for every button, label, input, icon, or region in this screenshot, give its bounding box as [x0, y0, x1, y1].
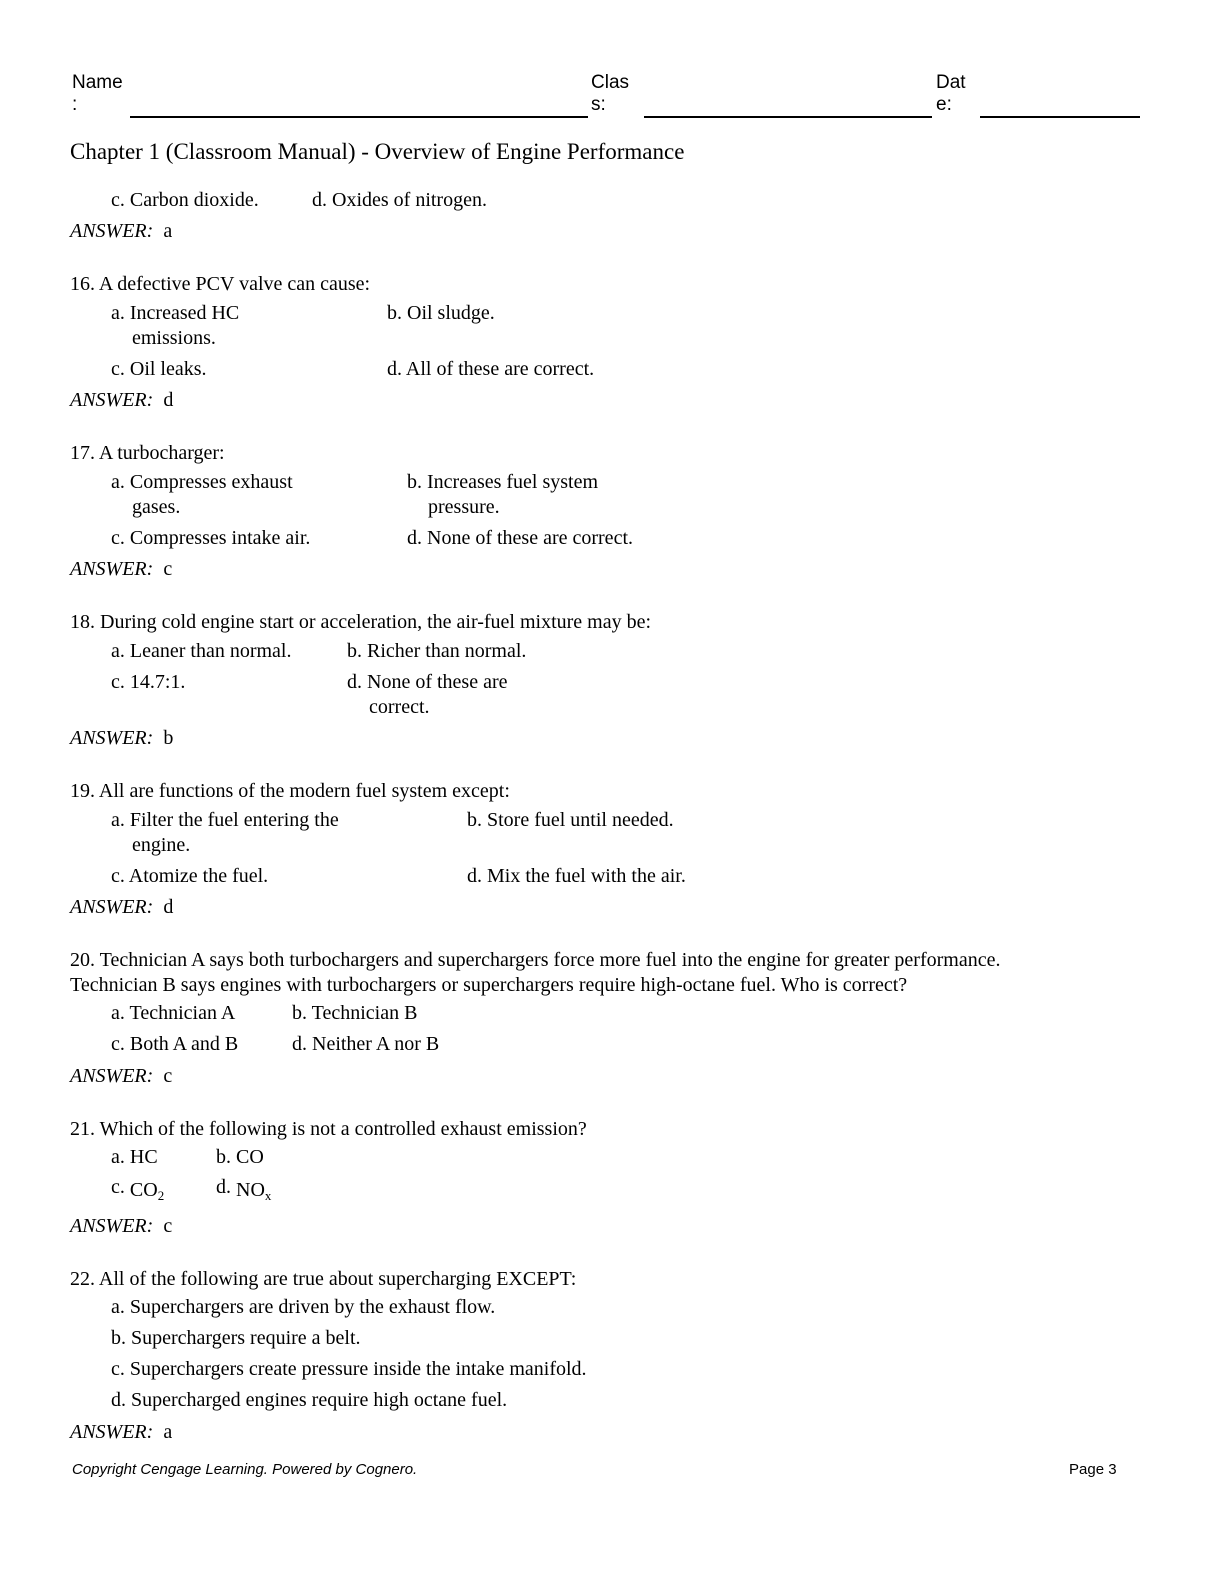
q20-answer-value: c — [163, 1065, 173, 1087]
q15-answer — [70, 219, 172, 244]
q18-option-d — [347, 670, 508, 720]
q17-option-d: d. None of these are correct. — [407, 527, 633, 549]
answer-label: ANSWER: — [70, 1215, 154, 1237]
q17-option-b — [407, 470, 598, 520]
q20-option-a: a. Technician A — [111, 1002, 236, 1024]
q21-option-c-prefix: c. — [111, 1176, 125, 1198]
answer-label: ANSWER: — [70, 1065, 154, 1087]
q22-answer-value: a — [163, 1421, 173, 1443]
name-label-top: Name — [72, 72, 123, 93]
q17-stem: 17. A turbocharger: — [70, 442, 225, 464]
answer-label: ANSWER: — [70, 1421, 154, 1443]
q22-option-c: c. Superchargers create pressure inside the intake manifold. — [111, 1358, 587, 1380]
q22-option-d: d. Supercharged engines require high octane fuel. — [111, 1389, 508, 1411]
q21-option-b: b. CO — [216, 1146, 264, 1168]
q21-answer-value: c — [163, 1215, 173, 1237]
q22-answer — [70, 1420, 172, 1445]
q17-option-b-line1: b. Increases fuel system — [407, 471, 599, 493]
class-field-line[interactable] — [644, 116, 932, 118]
q19-stem: 19. All are functions of the modern fuel system except: — [70, 780, 510, 802]
q19-answer — [70, 895, 173, 920]
q21-stem: 21. Which of the following is not a controlled exhaust emission? — [70, 1118, 587, 1140]
q17-option-a-line1: a. Compresses exhaust — [111, 471, 293, 493]
class-label-bottom: s: — [591, 94, 606, 115]
q16-option-c: c. Oil leaks. — [111, 358, 207, 380]
date-label-bottom: e: — [936, 94, 952, 115]
q19-option-a-line2: engine. — [132, 834, 191, 856]
q22-stem: 22. All of the following are true about supercharging EXCEPT: — [70, 1268, 577, 1290]
answer-label: ANSWER: — [70, 727, 154, 749]
q16-option-b: b. Oil sludge. — [387, 302, 495, 324]
q18-stem: 18. During cold engine start or acceleration, the air-fuel mixture may be: — [70, 611, 652, 633]
date-label-top: Dat — [936, 72, 966, 93]
q20-answer — [70, 1064, 172, 1089]
q21-option-c-formula — [130, 1179, 164, 1201]
q19-option-d: d. Mix the fuel with the air. — [467, 865, 686, 887]
q18-option-d-line1: d. None of these are — [347, 671, 508, 693]
q19-option-a-line1: a. Filter the fuel entering the — [111, 809, 339, 831]
footer-copyright: Copyright Cengage Learning. Powered by Cognero. — [72, 1461, 418, 1478]
q17-option-c: c. Compresses intake air. — [111, 527, 311, 549]
q20-stem — [70, 948, 1000, 998]
q21-answer — [70, 1214, 172, 1239]
q18-answer-value: b — [163, 727, 174, 749]
q19-option-c: c. Atomize the fuel. — [111, 865, 269, 887]
footer-page-number: Page 3 — [1069, 1461, 1117, 1478]
q17-option-a-line2: gases. — [132, 496, 181, 518]
q21-option-d-main: NO — [236, 1179, 265, 1201]
q17-option-b-line2: pressure. — [428, 496, 500, 518]
q18-option-c: c. 14.7:1. — [111, 671, 186, 693]
class-label-top: Clas — [591, 72, 630, 93]
q21-option-c-main: CO — [129, 1179, 158, 1201]
q18-option-b: b. Richer than normal. — [347, 640, 527, 662]
name-label — [72, 72, 123, 116]
q16-answer-value: d — [163, 389, 174, 411]
q19-option-b: b. Store fuel until needed. — [467, 809, 674, 831]
q21-option-d-sub: x — [264, 1188, 272, 1203]
q19-answer-value: d — [163, 896, 174, 918]
q19-option-a — [111, 808, 339, 858]
date-label — [936, 72, 966, 116]
q16-option-a — [111, 301, 239, 351]
q20-stem-line1: 20. Technician A says both turbochargers and superchargers force more fuel into the engine for greater performance. — [70, 949, 1001, 971]
date-field-line[interactable] — [980, 116, 1140, 118]
name-label-bottom: : — [72, 94, 78, 115]
q17-answer — [70, 557, 172, 582]
answer-label: ANSWER: — [70, 220, 154, 242]
q20-option-c: c. Both A and B — [111, 1033, 239, 1055]
q17-option-a — [111, 470, 293, 520]
q20-option-d: d. Neither A nor B — [292, 1033, 440, 1055]
q21-option-d — [216, 1178, 271, 1203]
q15-option-d: d. Oxides of nitrogen. — [312, 189, 487, 211]
q21-option-c — [111, 1178, 164, 1203]
q15-answer-value: a — [163, 220, 173, 242]
answer-label: ANSWER: — [70, 896, 154, 918]
q21-option-a: a. HC — [111, 1146, 158, 1168]
page-title: Chapter 1 (Classroom Manual) - Overview of Engine Performance — [70, 139, 685, 164]
q20-stem-line2: Technician B says engines with turbochargers or superchargers require high-octane fuel. Who is correct? — [70, 974, 908, 996]
q18-answer — [70, 726, 173, 751]
q21-option-d-formula — [236, 1179, 271, 1201]
q16-answer — [70, 388, 173, 413]
q22-option-b: b. Superchargers require a belt. — [111, 1327, 361, 1349]
answer-label: ANSWER: — [70, 389, 154, 411]
q20-option-b: b. Technician B — [292, 1002, 418, 1024]
q16-stem: 16. A defective PCV valve can cause: — [70, 273, 371, 295]
q16-option-a-line2: emissions. — [132, 327, 216, 349]
q16-option-d: d. All of these are correct. — [387, 358, 595, 380]
name-field-line[interactable] — [130, 116, 588, 118]
q21-option-d-prefix: d. — [216, 1176, 231, 1198]
q21-option-c-sub: 2 — [157, 1188, 165, 1203]
q18-option-d-line2: correct. — [369, 696, 430, 718]
q18-option-a: a. Leaner than normal. — [111, 640, 292, 662]
q22-option-a: a. Superchargers are driven by the exhaust flow. — [111, 1296, 496, 1318]
q15-option-c: c. Carbon dioxide. — [111, 189, 259, 211]
q17-answer-value: c — [163, 558, 173, 580]
class-label — [591, 72, 629, 116]
answer-label: ANSWER: — [70, 558, 154, 580]
q16-option-a-line1: a. Increased HC — [111, 302, 240, 324]
